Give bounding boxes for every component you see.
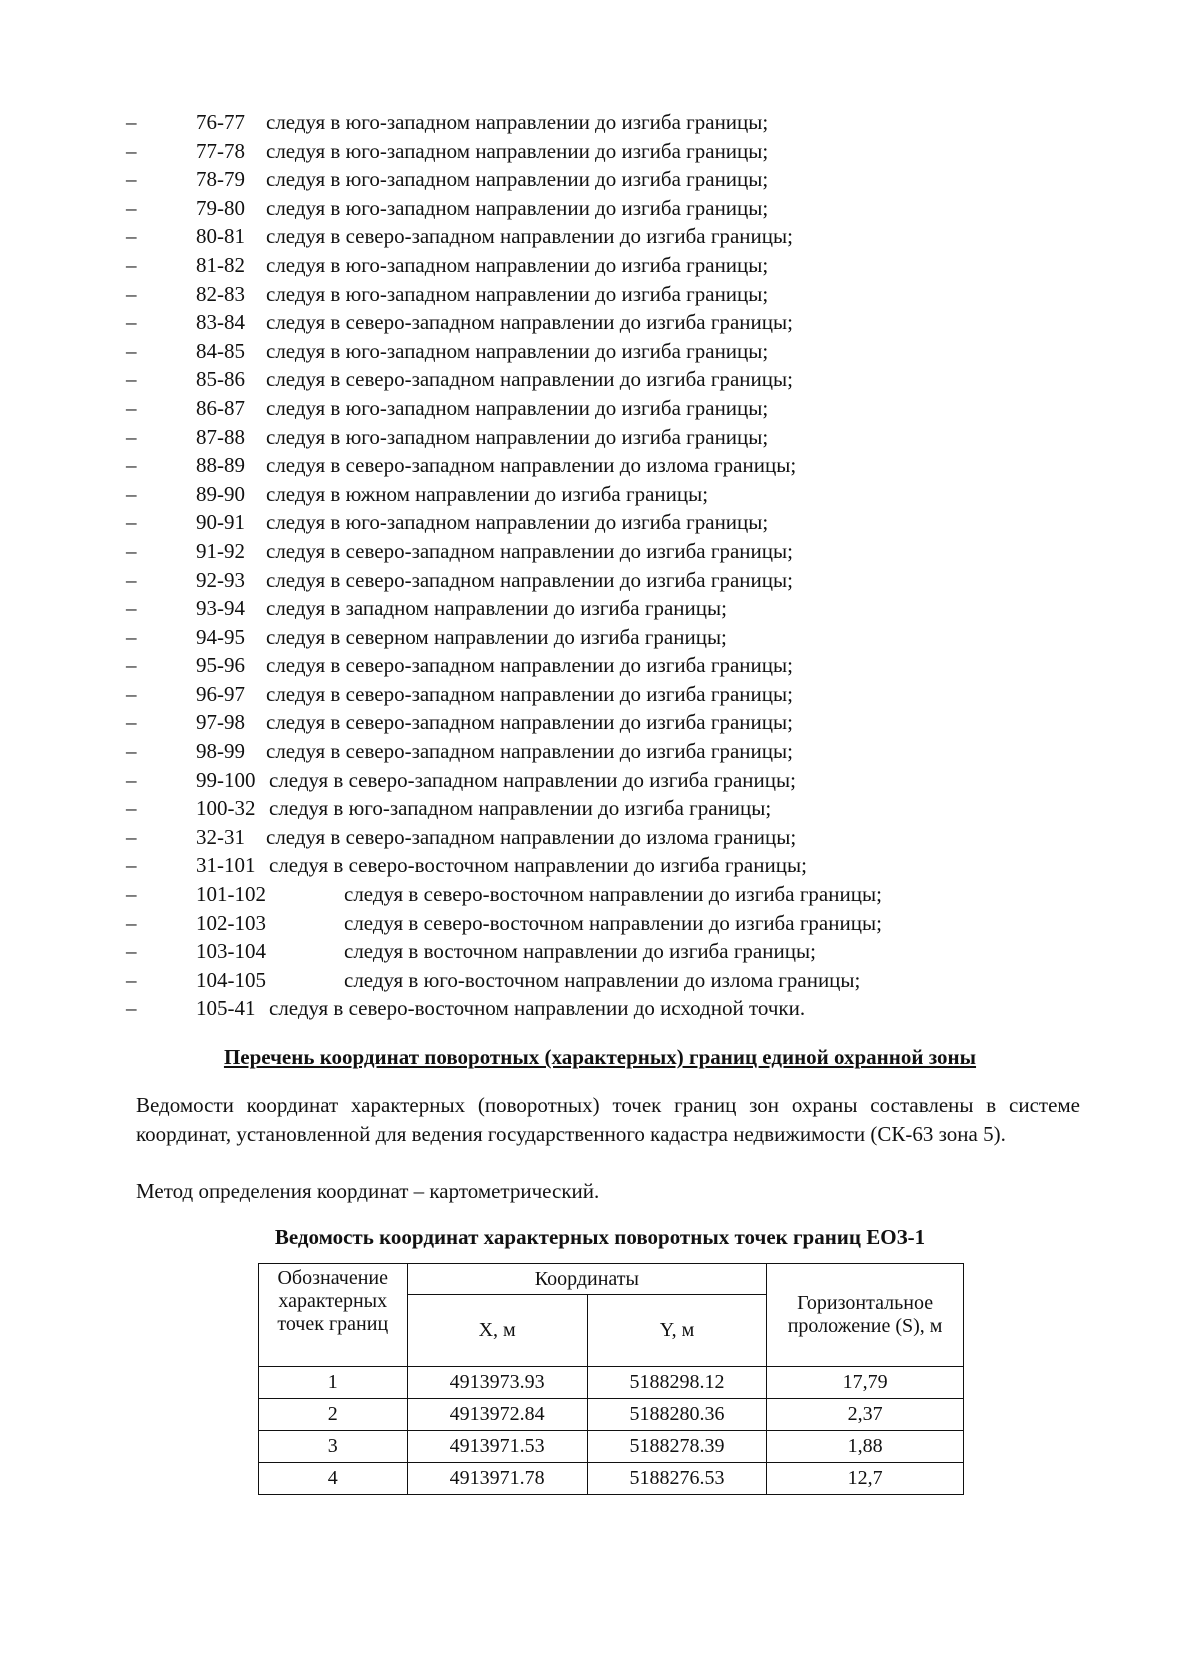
segment-number: 90-91 — [196, 510, 245, 535]
list-dash-marker: – — [126, 424, 137, 449]
segment-number: 32-31 — [196, 824, 245, 849]
list-dash-marker: – — [126, 510, 137, 535]
segment-description: следуя в северо-западном направлении до изгиба границы; — [266, 538, 793, 563]
list-dash-marker: – — [126, 567, 137, 592]
list-dash-marker: – — [126, 138, 137, 163]
segment-description: следуя в северо-восточном направлении до изгиба границы; — [269, 853, 807, 878]
segment-number: 100-32 — [196, 796, 256, 821]
segment-number: 84-85 — [196, 338, 245, 363]
segment-number: 101-102 — [196, 882, 266, 907]
segment-description: следуя в северо-западном направлении до излома границы; — [266, 824, 797, 849]
boundary-item — [126, 623, 1026, 652]
segment-description: следуя в юго-западном направлении до изгиба границы; — [266, 167, 769, 192]
list-dash-marker: – — [126, 739, 137, 764]
segment-description: следуя в юго-западном направлении до изгиба границы; — [266, 138, 769, 163]
segment-number: 96-97 — [196, 681, 245, 706]
list-dash-marker: – — [126, 824, 137, 849]
boundary-item — [126, 165, 1026, 194]
list-dash-marker: – — [126, 939, 137, 964]
table-row — [259, 1367, 964, 1399]
header-coordinates: Координаты — [407, 1264, 767, 1295]
segment-number: 94-95 — [196, 624, 245, 649]
boundary-item — [126, 365, 1026, 394]
list-dash-marker: – — [126, 110, 137, 134]
distance-cell: 17,79 — [767, 1367, 964, 1399]
y-coordinate-cell: 5188280.36 — [587, 1399, 766, 1431]
segment-description: следуя в северо-западном направлении до излома границы; — [266, 453, 797, 478]
segment-number: 95-96 — [196, 653, 245, 678]
list-dash-marker: – — [126, 624, 137, 649]
segment-description: следуя в северо-западном направлении до изгиба границы; — [269, 767, 796, 792]
boundary-item — [126, 537, 1026, 566]
coordinates-table-body — [259, 1367, 964, 1495]
segment-description: следуя в северо-западном направлении до изгиба границы; — [266, 367, 793, 392]
segment-number: 104-105 — [196, 967, 266, 992]
list-dash-marker: – — [126, 882, 137, 907]
coordinates-table — [258, 1263, 964, 1495]
segment-number: 92-93 — [196, 567, 245, 592]
boundary-item — [126, 651, 1026, 680]
table-title: Ведомость координат характерных поворотных точек границ ЕОЗ-1 — [274, 1225, 926, 1249]
segment-number: 99-100 — [196, 767, 256, 792]
list-dash-marker: – — [126, 996, 137, 1021]
boundary-item — [126, 823, 1026, 852]
list-dash-marker: – — [126, 710, 137, 735]
segment-number: 79-80 — [196, 195, 245, 220]
segment-number: 102-103 — [196, 910, 266, 935]
list-dash-marker: – — [126, 395, 137, 420]
segment-description: следуя в юго-западном направлении до изгиба границы; — [266, 110, 769, 134]
segment-description: следуя в северо-западном направлении до изгиба границы; — [266, 310, 793, 335]
x-coordinate-cell: 4913971.53 — [407, 1431, 587, 1463]
boundary-item — [126, 280, 1026, 309]
list-dash-marker: – — [126, 224, 137, 249]
segment-number: 81-82 — [196, 252, 245, 277]
segment-number: 77-78 — [196, 138, 245, 163]
segment-number: 78-79 — [196, 167, 245, 192]
boundary-item — [126, 480, 1026, 509]
distance-cell: 1,88 — [767, 1431, 964, 1463]
segment-number: 83-84 — [196, 310, 245, 335]
boundary-item — [126, 680, 1026, 709]
boundary-item — [126, 994, 1026, 1023]
segment-description: следуя в северо-восточном направлении до изгиба границы; — [344, 910, 882, 935]
distance-cell: 12,7 — [767, 1463, 964, 1495]
boundary-item — [126, 880, 1026, 909]
list-dash-marker: – — [126, 453, 137, 478]
segment-description: следуя в северо-западном направлении до изгиба границы; — [266, 710, 793, 735]
segment-number: 86-87 — [196, 395, 245, 420]
boundary-item — [126, 851, 1026, 880]
segment-description: следуя в северном направлении до изгиба границы; — [266, 624, 727, 649]
boundary-item — [126, 451, 1026, 480]
table-row — [259, 1399, 964, 1431]
segment-description: следуя в северо-западном направлении до изгиба границы; — [266, 653, 793, 678]
boundary-item — [126, 108, 1026, 137]
segment-description: следуя в юго-западном направлении до изгиба границы; — [266, 338, 769, 363]
segment-description: следуя в восточном направлении до изгиба границы; — [344, 939, 816, 964]
segment-description: следуя в юго-западном направлении до изгиба границы; — [266, 424, 769, 449]
boundary-item — [126, 966, 1026, 995]
segment-number: 87-88 — [196, 424, 245, 449]
segment-number: 82-83 — [196, 281, 245, 306]
coordinate-system-paragraph: Ведомости координат характерных (поворотных) точек границ зон охраны составлены в системе координат, установленной для ведения государственного кадастра недвижимости (СК-63 зона 5). — [136, 1093, 1080, 1146]
boundary-item — [126, 222, 1026, 251]
segment-number: 88-89 — [196, 453, 245, 478]
segment-number: 76-77 — [196, 110, 245, 134]
segment-number: 93-94 — [196, 596, 245, 621]
boundary-item — [126, 423, 1026, 452]
boundary-item — [126, 137, 1026, 166]
segment-description: следуя в северо-восточном направлении до исходной точки. — [269, 996, 806, 1021]
list-dash-marker: – — [126, 967, 137, 992]
list-dash-marker: – — [126, 195, 137, 220]
header-y: Y, м — [587, 1295, 766, 1367]
y-coordinate-cell: 5188278.39 — [587, 1431, 766, 1463]
boundary-description-list — [126, 108, 1026, 1023]
x-coordinate-cell: 4913972.84 — [407, 1399, 587, 1431]
list-dash-marker: – — [126, 596, 137, 621]
list-dash-marker: – — [126, 681, 137, 706]
table-row — [259, 1431, 964, 1463]
boundary-item — [126, 337, 1026, 366]
method-statement: Метод определения координат – картометрический. — [136, 1179, 600, 1203]
segment-description: следуя в северо-западном направлении до изгиба границы; — [266, 224, 793, 249]
boundary-item — [126, 194, 1026, 223]
segment-description: следуя в юго-западном направлении до изгиба границы; — [266, 252, 769, 277]
point-cell: 1 — [259, 1367, 408, 1399]
segment-number: 98-99 — [196, 739, 245, 764]
distance-cell: 2,37 — [767, 1399, 964, 1431]
y-coordinate-cell: 5188276.53 — [587, 1463, 766, 1495]
segment-description: следуя в юго-западном направлении до изгиба границы; — [269, 796, 772, 821]
segment-number: 80-81 — [196, 224, 245, 249]
y-coordinate-cell: 5188298.12 — [587, 1367, 766, 1399]
boundary-item — [126, 909, 1026, 938]
table-row — [259, 1463, 964, 1495]
point-cell: 4 — [259, 1463, 408, 1495]
segment-description: следуя в юго-западном направлении до изгиба границы; — [266, 395, 769, 420]
list-dash-marker: – — [126, 796, 137, 821]
header-x: X, м — [407, 1295, 587, 1367]
boundary-item — [126, 794, 1026, 823]
segment-description: следуя в юго-западном направлении до изгиба границы; — [266, 195, 769, 220]
x-coordinate-cell: 4913971.78 — [407, 1463, 587, 1495]
boundary-item — [126, 766, 1026, 795]
list-dash-marker: – — [126, 310, 137, 335]
boundary-item — [126, 566, 1026, 595]
segment-description: следуя в северо-западном направлении до изгиба границы; — [266, 681, 793, 706]
segment-number: 31-101 — [196, 853, 256, 878]
segment-number: 85-86 — [196, 367, 245, 392]
point-cell: 2 — [259, 1399, 408, 1431]
header-point-designation: Обозначение характерных точек границ — [259, 1264, 408, 1367]
segment-number: 91-92 — [196, 538, 245, 563]
segment-number: 89-90 — [196, 481, 245, 506]
segment-description: следуя в юго-западном направлении до изгиба границы; — [266, 281, 769, 306]
list-dash-marker: – — [126, 281, 137, 306]
boundary-item — [126, 737, 1026, 766]
section-heading: Перечень координат поворотных (характерных) границ единой охранной зоны — [223, 1045, 977, 1069]
boundary-item — [126, 251, 1026, 280]
list-dash-marker: – — [126, 853, 137, 878]
segment-number: 105-41 — [196, 996, 256, 1021]
list-dash-marker: – — [126, 767, 137, 792]
segment-description: следуя в северо-западном направлении до изгиба границы; — [266, 567, 793, 592]
segment-description: следуя в северо-западном направлении до изгиба границы; — [266, 739, 793, 764]
list-dash-marker: – — [126, 367, 137, 392]
list-dash-marker: – — [126, 338, 137, 363]
point-cell: 3 — [259, 1431, 408, 1463]
segment-description: следуя в юго-западном направлении до изгиба границы; — [266, 510, 769, 535]
header-horizontal-distance: Горизонтальное проложение (S), м — [767, 1264, 964, 1367]
segment-description: следуя в южном направлении до изгиба границы; — [266, 481, 709, 506]
list-dash-marker: – — [126, 910, 137, 935]
segment-number: 103-104 — [196, 939, 266, 964]
boundary-item — [126, 508, 1026, 537]
list-dash-marker: – — [126, 538, 137, 563]
boundary-item — [126, 308, 1026, 337]
list-dash-marker: – — [126, 252, 137, 277]
list-dash-marker: – — [126, 167, 137, 192]
boundary-item — [126, 394, 1026, 423]
list-dash-marker: – — [126, 653, 137, 678]
x-coordinate-cell: 4913973.93 — [407, 1367, 587, 1399]
boundary-item — [126, 708, 1026, 737]
segment-number: 97-98 — [196, 710, 245, 735]
segment-description: следуя в северо-восточном направлении до изгиба границы; — [344, 882, 882, 907]
boundary-item — [126, 937, 1026, 966]
segment-description: следуя в западном направлении до изгиба границы; — [266, 596, 727, 621]
segment-description: следуя в юго-восточном направлении до излома границы; — [344, 967, 861, 992]
list-dash-marker: – — [126, 481, 137, 506]
boundary-item — [126, 594, 1026, 623]
